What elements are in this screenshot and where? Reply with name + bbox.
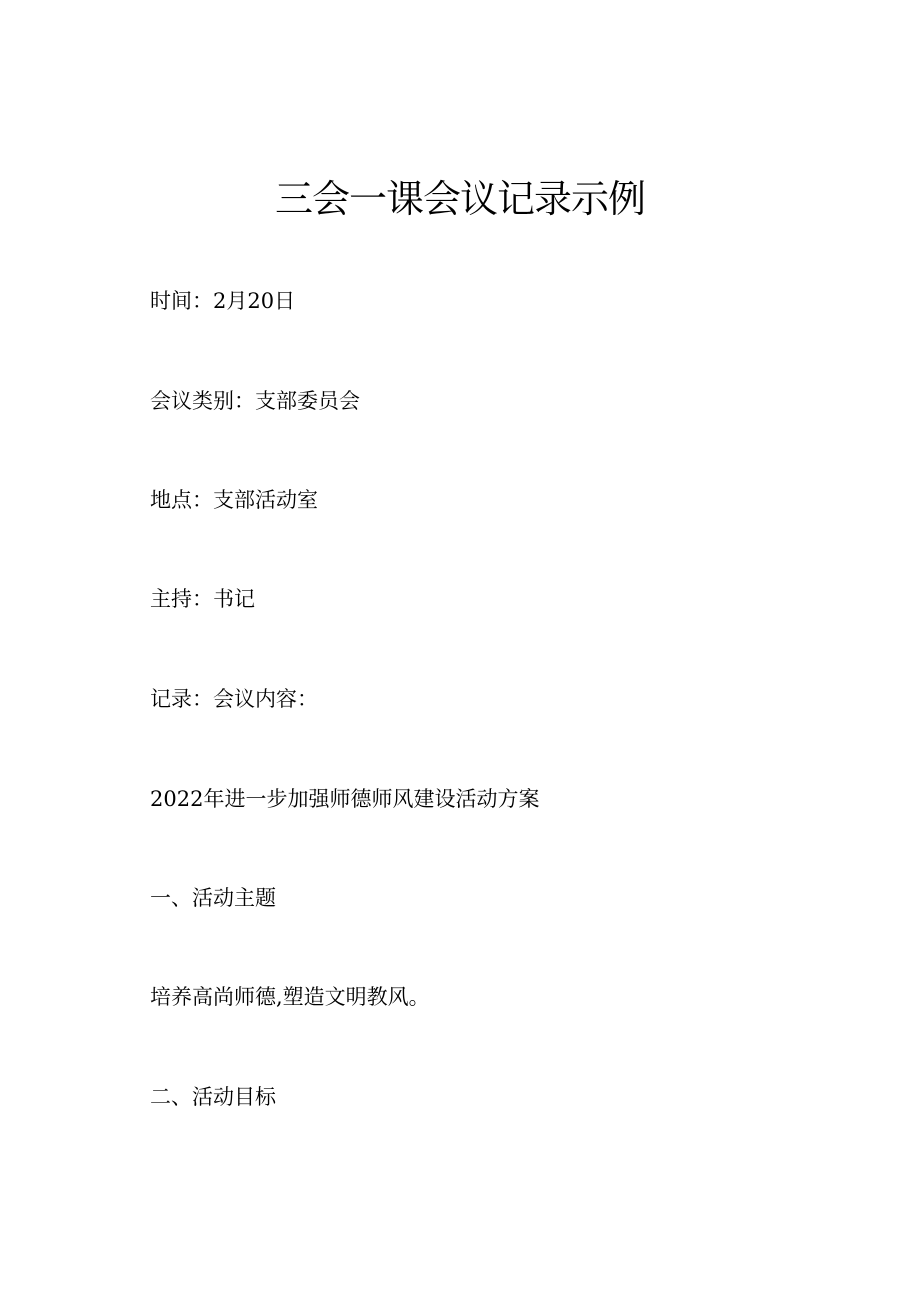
meeting-time: 时间：2月20日: [150, 289, 296, 313]
meeting-category: 会议类别：支部委员会: [150, 389, 360, 413]
document-title: 三会一课会议记录示例: [274, 177, 645, 221]
section-heading-theme: 一、活动主题: [150, 886, 276, 910]
theme-text: 培养高尚师德,塑造文明教风。: [150, 985, 430, 1009]
section-heading-goals: 二、活动目标: [150, 1085, 276, 1109]
meeting-record: 记录：会议内容：: [150, 687, 318, 711]
meeting-host: 主持：书记: [150, 587, 255, 611]
meeting-location: 地点：支部活动室: [150, 488, 318, 512]
plan-title: 2022年进一步加强师德师风建设活动方案: [150, 787, 540, 811]
